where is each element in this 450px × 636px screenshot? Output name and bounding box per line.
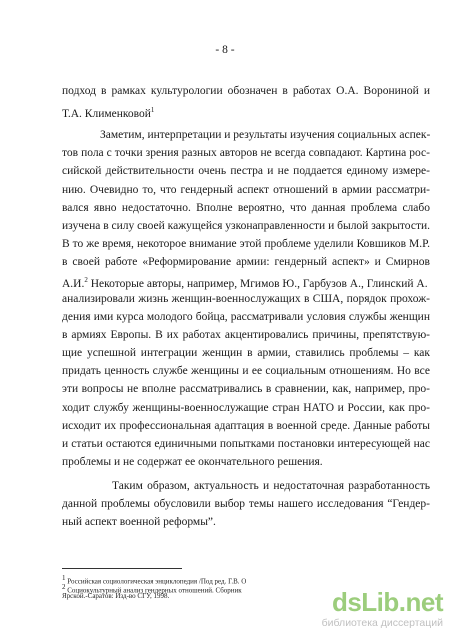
text-line: вался явно недостаточно. Вполне вероятно, что данная проблема слабо [62, 202, 430, 214]
text-line: исходит их профессиональная адаптация в военной среде. Данные работы [62, 420, 430, 432]
watermark-logo: dsLib.net [331, 587, 443, 617]
text-line: Некоторые авторы, например, Мгимов Ю., Гарбузов А., Глинский А. [87, 277, 428, 290]
text-line: Т.А. Клименковой [62, 107, 151, 120]
footnote-mark: 1 [150, 106, 155, 114]
text-line: в армиях Европы. В их работах акцентировались причины, препятствую- [62, 329, 430, 341]
text-line: данной проблемы обусловили выбор темы нашего исследования “Гендер- [62, 498, 430, 510]
text-line: щие успешной интеграции женщин в армии, ставились проблемы – как [62, 347, 430, 359]
text-line: дения ими курса молодого бойца, рассматривали условия службы женщин [62, 311, 430, 323]
text-line: изучена в силу своей кажущейся узконаправленности и былой закрытости. [62, 220, 430, 232]
text-line: В то же время, некоторое внимание этой проблеме уделили Ковшиков М.Р. [62, 238, 430, 250]
text-line: Заметим, интерпретации и результаты изучения социальных аспек- [100, 129, 431, 141]
text-line: сийской действительности очень пестра и не поддается единому измере- [62, 165, 430, 177]
footnote-mark: 1 [62, 574, 66, 582]
text-line: А.И. [62, 277, 85, 290]
footnote-divider [62, 568, 182, 569]
footnote-mark: 2 [84, 276, 88, 284]
page-number: - 8 - [215, 44, 235, 56]
site-watermark [322, 587, 447, 633]
text-line-with-footnote [62, 103, 430, 121]
footnote-text: Ярской.-Саратов: Изд-во СГУ, 1998. [62, 592, 170, 600]
text-line: проблемы и не содержат ее окончательного решения. [62, 456, 323, 468]
text-line: анализировали жизнь женщин-военнослужащих в США, порядок прохож- [62, 293, 430, 305]
text-line: ный аспект военной реформы”. [62, 516, 216, 528]
text-line: придать ценность службе женщины и ее социальным отношениям. Но все [62, 365, 430, 377]
text-line: ходит службу женщины-военнослужащие стран НАТО и России, как про- [62, 402, 430, 414]
text-line: в своей работе «Реформирование армии: гендерный аспект» и Смирнов [62, 256, 430, 268]
text-line: и статьи остаются единичными попытками постановки интересующей нас [62, 438, 430, 450]
footnote-text: Российская социологическая энциклопедия /Под ред. Г.В. О [67, 577, 247, 586]
text-line: подход в рамках культурологии обозначен в работах О.А. Ворониной и [62, 85, 430, 97]
text-line: эти вопросы не вполне рассматривались в сравнении, как, например, про- [62, 383, 430, 395]
footnote-mark: 2 [62, 583, 66, 591]
footnote-text: Социокультурный анализ гендерных отношений. Сборник [67, 586, 242, 595]
text-line: нию. Очевидно то, что гендерный аспект отношений в армии рассматри- [62, 184, 430, 196]
text-line-with-footnote [62, 273, 430, 291]
text-line: тов пола с точки зрения разных авторов не всегда совпадают. Картина рос- [62, 147, 430, 159]
watermark-subtitle: библиотека диссертаций [321, 617, 443, 629]
text-line: Таким образом, актуальность и недостаточная разработанность [112, 480, 430, 492]
